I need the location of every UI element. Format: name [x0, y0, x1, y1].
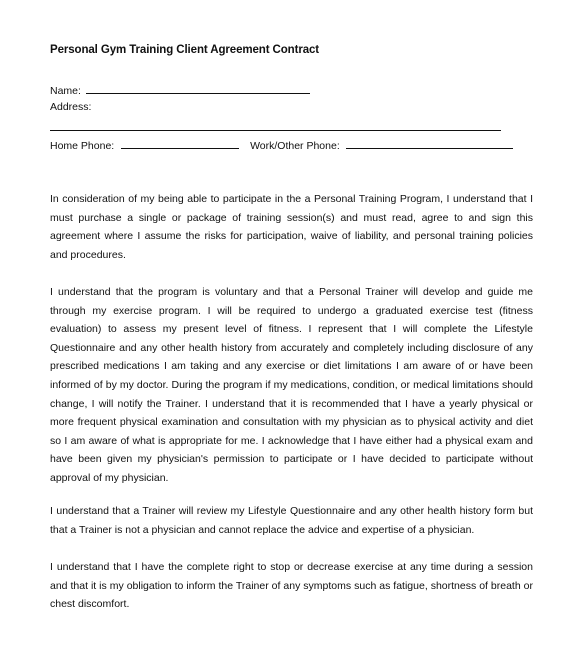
- name-field-row: [50, 83, 310, 97]
- document-title: Personal Gym Training Client Agreement Contract: [50, 44, 320, 56]
- home-phone-label: Home Phone:: [50, 140, 115, 152]
- work-phone-label: Work/Other Phone:: [250, 140, 340, 152]
- phone-field-row: [50, 138, 513, 152]
- address-blank-line: [50, 130, 501, 131]
- home-phone-blank-line: [121, 138, 239, 149]
- paragraph-trainer-review: I understand that a Trainer will review my Lifestyle Questionnaire and any other health history form but that a Trainer is not a physician and cannot replace the advice and expertise of a physician.: [50, 505, 533, 536]
- name-label: Name:: [50, 85, 81, 97]
- paragraph-voluntary-program: I understand that the program is voluntary and that a Personal Trainer will develop and guide me through my exercise program. I will be required to undergo a graduated exercise test (fitness evaluation) to assess my present level of fitness. I represent that I will complete the Lifestyle Questionnaire and any other health history from accurately and completely including disclosure of any prescribed medications I am taking and any exercise or diet limitations I am aware of or have been informed of by my doctor. During the program if my medications, condition, or medical limitations should change, I will notify the Trainer. I understand that it is recommended that I have a yearly physical or more frequent physical examination and consultation with my physician as to physical activity and diet so I am aware of what is appropriate for me. I acknowledge that I have either had a physical exam and have been given my physician's permission to participate or I have decided to participate without approval of my physician.: [50, 286, 533, 484]
- address-label: Address:: [50, 101, 92, 113]
- address-field-row: [50, 101, 91, 113]
- name-blank-line: [86, 83, 310, 94]
- paragraph-consideration: In consideration of my being able to participate in the a Personal Training Program, I understand that I must purchase a single or package of training session(s) and must read, agree to and sign this agreement where I assume the risks for participation, waive of liability, and personal training policies and procedures.: [50, 193, 533, 261]
- work-phone-blank-line: [346, 138, 513, 149]
- paragraph-right-to-stop: I understand that I have the complete right to stop or decrease exercise at any time during a session and that it is my obligation to inform the Trainer of any symptoms such as fatigue, shortness of breath or chest discomfort.: [50, 561, 533, 611]
